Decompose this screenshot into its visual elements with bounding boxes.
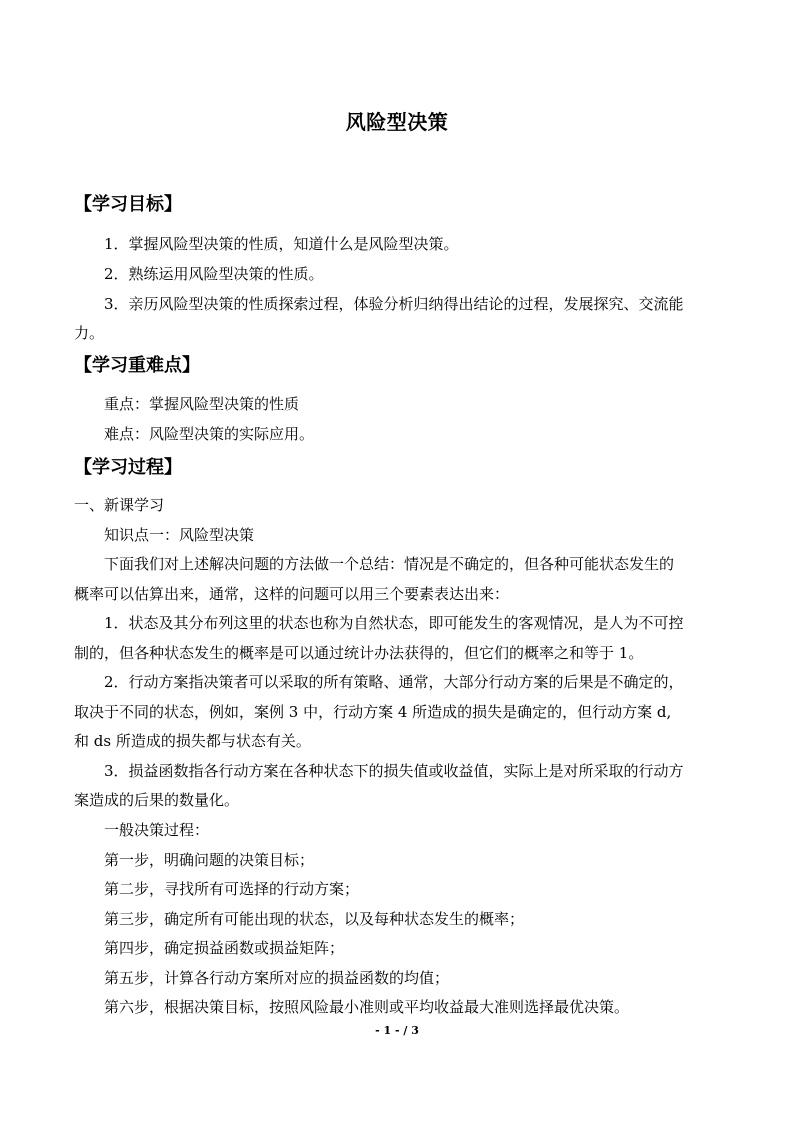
paragraph-line: 3．损益函数指各行动方案在各种状态下的损失值或收益值，实际上是对所采取的行动方: [104, 762, 684, 780]
paragraph-line: 取决于不同的状态，例如，案例 3 中，行动方案 4 所造成的损失是确定的，但行动方案 d,: [74, 703, 672, 721]
goal-item: 3．亲历风险型决策的性质探索过程，体验分析归纳得出结论的过程，发展探究、交流能: [104, 295, 684, 313]
page-number: - 1 - / 3: [375, 1024, 419, 1037]
step-item: 第一步，明确问题的决策目标；: [104, 851, 315, 869]
paragraph-line: 1．状态及其分布列这里的状态也称为自然状态，即可能发生的客观情况，是人为不可控: [104, 614, 684, 632]
keypoint-focus: 重点：掌握风险型决策的性质: [104, 395, 300, 413]
section-heading-keypoints: 【学习重难点】: [74, 355, 200, 376]
keypoint-difficulty: 难点：风险型决策的实际应用。: [104, 425, 315, 443]
step-item: 第二步，寻找所有可选择的行动方案；: [104, 880, 360, 898]
step-item: 第三步，确定所有可能出现的状态，以及每种状态发生的概率；: [104, 910, 525, 928]
page-title: 风险型决策: [345, 110, 449, 134]
paragraph-line: 概率可以估算出来，通常，这样的问题可以用三个要素表达出来：: [74, 585, 510, 603]
goal-item: 1．掌握风险型决策的性质，知道什么是风险型决策。: [104, 235, 459, 253]
step-item: 第四步，确定损益函数或损益矩阵；: [104, 939, 345, 957]
goal-item: 2．熟练运用风险型决策的性质。: [104, 265, 324, 283]
paragraph-line: 2．行动方案指决策者可以采取的所有策略、通常，大部分行动方案的后果是不确定的，: [104, 673, 684, 691]
paragraph-line: 下面我们对上述解决问题的方法做一个总结：情况是不确定的，但各种可能状态发生的: [104, 555, 675, 573]
paragraph-line: 制的，但各种状态发生的概率是可以通过统计办法获得的，但它们的概率之和等于 1。: [74, 644, 644, 662]
knowledge-point-heading: 知识点一：风险型决策: [104, 526, 255, 544]
part-heading: 一、新课学习: [74, 496, 165, 514]
section-heading-goals: 【学习目标】: [74, 194, 182, 215]
general-process-heading: 一般决策过程：: [104, 821, 210, 839]
step-item: 第六步，根据决策目标，按照风险最小准则或平均收益最大准则选择最优决策。: [104, 998, 630, 1016]
goal-item-continued: 力。: [74, 324, 105, 342]
paragraph-line: 案造成的后果的数量化。: [74, 791, 240, 809]
section-heading-process: 【学习过程】: [74, 457, 182, 478]
paragraph-line: 和 ds 所造成的损失都与状态有关。: [74, 732, 311, 750]
step-item: 第五步，计算各行动方案所对应的损益函数的均值；: [104, 969, 450, 987]
